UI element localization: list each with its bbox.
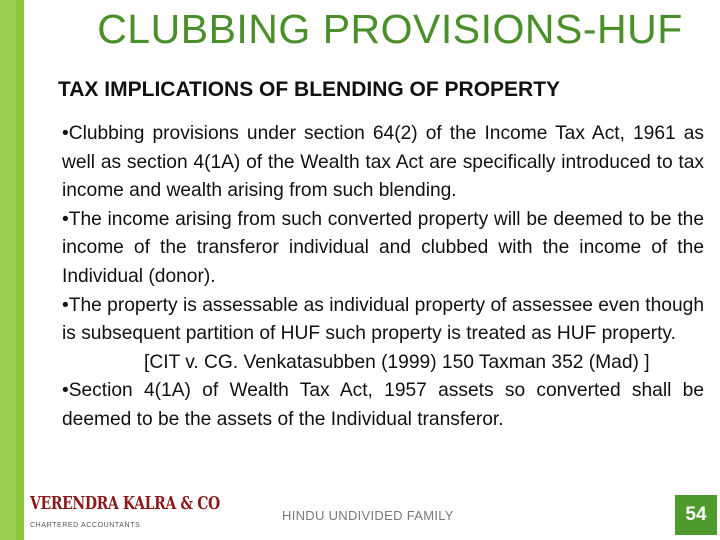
slide-title: CLUBBING PROVISIONS-HUF bbox=[97, 6, 683, 52]
logo-name: VERENDRA KALRA & CO bbox=[30, 493, 220, 514]
page-number-badge bbox=[675, 495, 717, 535]
left-accent-bar-inner bbox=[0, 0, 16, 540]
case-citation: [CIT v. CG. Venkatasubben (1999) 150 Taxman 352 (Mad) ] bbox=[144, 351, 650, 373]
firm-logo bbox=[30, 493, 220, 538]
page-number: 54 bbox=[685, 504, 707, 525]
bullet-paragraph: •The property is assessable as individual property of assessee even though is subsequent partition of HUF such property is treated as HUF property. bbox=[62, 294, 704, 345]
left-accent-bar bbox=[0, 0, 24, 540]
bullet-paragraph: •Section 4(1A) of Wealth Tax Act, 1957 assets so converted shall be deemed to be the assets of the Individual transferor. bbox=[62, 380, 704, 430]
bullet-paragraph: •Clubbing provisions under section 64(2) of the Income Tax Act, 1961 as well as section 4(1A) of the Wealth tax Act are specifically introduced to tax income and wealth arising from such blending. bbox=[62, 123, 704, 202]
bullet-paragraph: •The income arising from such converted property will be deemed to be the income of the transferor individual and clubbed with the income of the Individual (donor). bbox=[62, 208, 704, 287]
slide-subtitle: TAX IMPLICATIONS OF BLENDING OF PROPERTY bbox=[58, 78, 561, 101]
footer-text: HINDU UNDIVIDED FAMILY bbox=[282, 508, 454, 523]
slide-body bbox=[62, 120, 704, 435]
logo-tagline: CHARTERED ACCOUNTANTS bbox=[30, 522, 141, 529]
